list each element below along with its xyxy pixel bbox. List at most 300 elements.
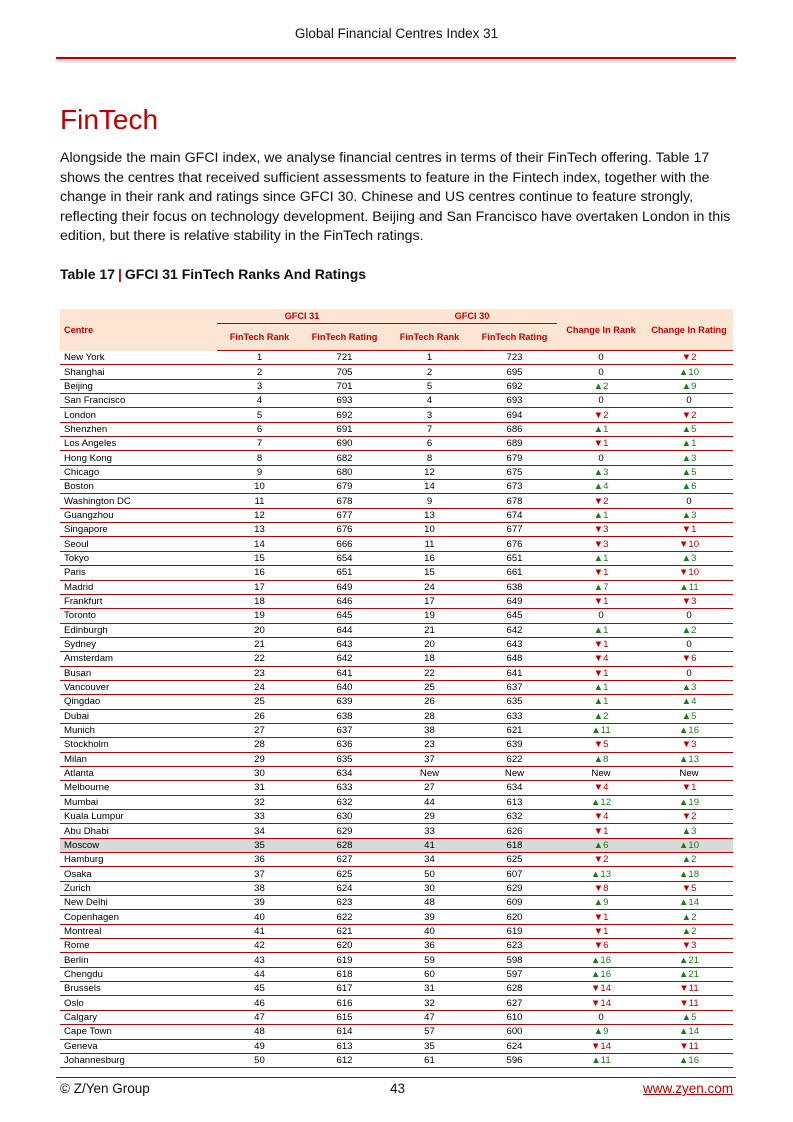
cell-rank31: 42 — [217, 939, 302, 953]
cell-change-rating: 0 — [645, 666, 733, 680]
cell-rating31: 691 — [302, 422, 387, 436]
table-row — [60, 623, 733, 637]
cell-change-rank: ▼3 — [557, 523, 645, 537]
cell-change-rank: ▼1 — [557, 566, 645, 580]
cell-change-rank: ▲11 — [557, 723, 645, 737]
cell-centre: Melbourne — [60, 781, 217, 795]
table-row — [60, 551, 733, 565]
cell-rank31: 10 — [217, 480, 302, 494]
cell-rank31: 12 — [217, 508, 302, 522]
cell-rank31: 19 — [217, 609, 302, 623]
cell-rank31: 50 — [217, 1053, 302, 1067]
table-row — [60, 967, 733, 981]
cell-change-rank: ▼4 — [557, 652, 645, 666]
cell-change-rating: ▼2 — [645, 408, 733, 422]
cell-rank31: 33 — [217, 810, 302, 824]
cell-rating30: 645 — [472, 609, 557, 623]
cell-rank30: 10 — [387, 523, 472, 537]
cell-rating31: 628 — [302, 838, 387, 852]
cell-rank31: 47 — [217, 1010, 302, 1024]
table-row — [60, 810, 733, 824]
cell-centre: Kuala Lumpur — [60, 810, 217, 824]
table-row — [60, 853, 733, 867]
cell-rank31: 8 — [217, 451, 302, 465]
cell-rating30: 673 — [472, 480, 557, 494]
table-row — [60, 609, 733, 623]
cell-rating30: 597 — [472, 967, 557, 981]
table-row — [60, 637, 733, 651]
cell-change-rank: ▲3 — [557, 465, 645, 479]
cell-rating31: 690 — [302, 437, 387, 451]
cell-rank30: 29 — [387, 810, 472, 824]
cell-rank30: 33 — [387, 824, 472, 838]
cell-rating30: 618 — [472, 838, 557, 852]
cell-rating31: 705 — [302, 365, 387, 379]
cell-rating30: 609 — [472, 896, 557, 910]
cell-rank30: 1 — [387, 351, 472, 365]
cell-rank30: 30 — [387, 881, 472, 895]
cell-rating31: 701 — [302, 379, 387, 393]
cell-change-rank: ▲13 — [557, 867, 645, 881]
cell-rank30: 59 — [387, 953, 472, 967]
cell-centre: Qingdao — [60, 695, 217, 709]
cell-rank31: 4 — [217, 394, 302, 408]
cell-rank31: 15 — [217, 551, 302, 565]
cell-change-rating: ▲9 — [645, 379, 733, 393]
cell-change-rank: 0 — [557, 609, 645, 623]
col-header-rating30: FinTech Rating — [472, 324, 557, 351]
cell-change-rank: ▲1 — [557, 695, 645, 709]
footer-link[interactable]: www.zyen.com — [642, 1081, 733, 1096]
cell-rank30: 38 — [387, 723, 472, 737]
cell-change-rank: ▲4 — [557, 480, 645, 494]
cell-rating31: 633 — [302, 781, 387, 795]
cell-rank30: 28 — [387, 709, 472, 723]
cell-rating30: 634 — [472, 781, 557, 795]
cell-centre: Dubai — [60, 709, 217, 723]
cell-centre: Copenhagen — [60, 910, 217, 924]
cell-rating31: 617 — [302, 982, 387, 996]
cell-rating31: 692 — [302, 408, 387, 422]
table-row — [60, 982, 733, 996]
cell-rating31: 643 — [302, 637, 387, 651]
cell-rating31: 635 — [302, 752, 387, 766]
cell-change-rating: New — [645, 766, 733, 780]
cell-rating31: 644 — [302, 623, 387, 637]
cell-rating31: 636 — [302, 738, 387, 752]
cell-rank30: 32 — [387, 996, 472, 1010]
cell-rank30: 35 — [387, 1039, 472, 1053]
cell-rating30: 633 — [472, 709, 557, 723]
cell-rank31: 1 — [217, 351, 302, 365]
intro-paragraph: Alongside the main GFCI index, we analyse financial centres in terms of their FinTech offering. Table 17 shows the centres that received sufficient assessments to feature in the Fintech index, together with the change in their rank and ratings since GFCI 30. Chinese and US centres continue to feature strongly, reflecting their focus on technology development. Beijing and San Francisco have overtaken London in this edition, but there is relative stability in the FinTech ratings. — [60, 150, 731, 245]
cell-rating30: 607 — [472, 867, 557, 881]
cell-rank31: 31 — [217, 781, 302, 795]
cell-change-rating: ▼10 — [645, 537, 733, 551]
cell-rank31: 24 — [217, 680, 302, 694]
cell-change-rank: ▼14 — [557, 982, 645, 996]
cell-change-rank: ▲12 — [557, 795, 645, 809]
table-row — [60, 394, 733, 408]
cell-change-rank: ▲2 — [557, 709, 645, 723]
cell-centre: Chicago — [60, 465, 217, 479]
table-row — [60, 566, 733, 580]
cell-rating30: 723 — [472, 351, 557, 365]
cell-rank31: 6 — [217, 422, 302, 436]
cell-rank30: 47 — [387, 1010, 472, 1024]
cell-rank31: 5 — [217, 408, 302, 422]
cell-rating30: 675 — [472, 465, 557, 479]
table-row — [60, 351, 733, 365]
cell-centre: Moscow — [60, 838, 217, 852]
cell-centre: Edinburgh — [60, 623, 217, 637]
cell-rank31: 27 — [217, 723, 302, 737]
cell-centre: Johannesburg — [60, 1053, 217, 1067]
table-row — [60, 996, 733, 1010]
cell-rating30: 610 — [472, 1010, 557, 1024]
cell-centre: Seoul — [60, 537, 217, 551]
cell-change-rating: ▼2 — [645, 810, 733, 824]
cell-rank30: 8 — [387, 451, 472, 465]
table-row — [60, 594, 733, 608]
cell-rating30: 651 — [472, 551, 557, 565]
cell-rating30: 600 — [472, 1025, 557, 1039]
cell-rank31: 39 — [217, 896, 302, 910]
cell-centre: Boston — [60, 480, 217, 494]
cell-change-rank: 0 — [557, 351, 645, 365]
cell-change-rating: ▲5 — [645, 709, 733, 723]
col-header-rating31: FinTech Rating — [302, 324, 387, 351]
cell-rank30: New — [387, 766, 472, 780]
cell-change-rating: ▲5 — [645, 1010, 733, 1024]
cell-change-rating: 0 — [645, 609, 733, 623]
cell-rating30: 676 — [472, 537, 557, 551]
cell-rating30: 632 — [472, 810, 557, 824]
cell-centre: Sydney — [60, 637, 217, 651]
cell-change-rank: ▼8 — [557, 881, 645, 895]
cell-rank30: 24 — [387, 580, 472, 594]
cell-change-rating: ▲4 — [645, 695, 733, 709]
cell-change-rank: ▼1 — [557, 666, 645, 680]
cell-centre: Busan — [60, 666, 217, 680]
cell-rank31: 28 — [217, 738, 302, 752]
cell-rating30: 635 — [472, 695, 557, 709]
cell-change-rank: ▲1 — [557, 623, 645, 637]
cell-rating31: 622 — [302, 910, 387, 924]
col-header-change-rating: Change In Rating — [645, 309, 733, 351]
cell-rank30: 34 — [387, 853, 472, 867]
fintech-table — [60, 309, 733, 1068]
cell-rating30: 621 — [472, 723, 557, 737]
cell-centre: Tokyo — [60, 551, 217, 565]
table-caption-separator: | — [118, 266, 122, 282]
table-row — [60, 422, 733, 436]
cell-rating30: 627 — [472, 996, 557, 1010]
table-row — [60, 1053, 733, 1067]
cell-rank30: 26 — [387, 695, 472, 709]
table-row — [60, 437, 733, 451]
table-row — [60, 881, 733, 895]
cell-rank30: 12 — [387, 465, 472, 479]
cell-rank30: 25 — [387, 680, 472, 694]
cell-rating31: 627 — [302, 853, 387, 867]
cell-change-rating: ▲3 — [645, 451, 733, 465]
cell-rank30: 40 — [387, 924, 472, 938]
cell-change-rating: ▲3 — [645, 680, 733, 694]
cell-change-rank: ▼5 — [557, 738, 645, 752]
cell-rating31: 666 — [302, 537, 387, 551]
table-row — [60, 695, 733, 709]
cell-rank30: 21 — [387, 623, 472, 637]
cell-change-rating: ▲1 — [645, 437, 733, 451]
table-row — [60, 480, 733, 494]
cell-rank31: 13 — [217, 523, 302, 537]
cell-rank31: 34 — [217, 824, 302, 838]
cell-rank30: 15 — [387, 566, 472, 580]
cell-centre: Madrid — [60, 580, 217, 594]
cell-rank30: 31 — [387, 982, 472, 996]
cell-change-rank: ▲6 — [557, 838, 645, 852]
page-number: 43 — [390, 1081, 406, 1096]
cell-rating30: 689 — [472, 437, 557, 451]
page-header: Global Financial Centres Index 31 — [294, 26, 499, 41]
cell-rating31: 621 — [302, 924, 387, 938]
table-row — [60, 494, 733, 508]
table-row — [60, 652, 733, 666]
table-row — [60, 1025, 733, 1039]
cell-centre: Zurich — [60, 881, 217, 895]
table-row — [60, 1010, 733, 1024]
cell-centre: Hong Kong — [60, 451, 217, 465]
cell-rank31: 40 — [217, 910, 302, 924]
cell-rank30: 17 — [387, 594, 472, 608]
cell-change-rating: 0 — [645, 394, 733, 408]
cell-change-rating: ▲3 — [645, 824, 733, 838]
cell-rating30: 677 — [472, 523, 557, 537]
cell-centre: Los Angeles — [60, 437, 217, 451]
cell-rank30: 22 — [387, 666, 472, 680]
cell-rank31: 17 — [217, 580, 302, 594]
cell-rating30: 642 — [472, 623, 557, 637]
table-caption — [60, 266, 366, 282]
cell-rank30: 7 — [387, 422, 472, 436]
cell-change-rating: ▲14 — [645, 1025, 733, 1039]
cell-rating31: 679 — [302, 480, 387, 494]
cell-centre: Oslo — [60, 996, 217, 1010]
cell-change-rank: ▼14 — [557, 1039, 645, 1053]
cell-change-rank: ▼6 — [557, 939, 645, 953]
cell-rank30: 18 — [387, 652, 472, 666]
cell-rank30: 11 — [387, 537, 472, 551]
cell-rank31: 25 — [217, 695, 302, 709]
cell-change-rank: New — [557, 766, 645, 780]
cell-centre: Osaka — [60, 867, 217, 881]
section-title: FinTech — [60, 104, 159, 135]
cell-rank30: 9 — [387, 494, 472, 508]
cell-change-rating: ▲6 — [645, 480, 733, 494]
cell-rank30: 23 — [387, 738, 472, 752]
cell-change-rating: ▼1 — [645, 781, 733, 795]
cell-change-rank: ▲1 — [557, 551, 645, 565]
cell-change-rank: ▲1 — [557, 422, 645, 436]
table-row — [60, 781, 733, 795]
cell-change-rank: ▼1 — [557, 637, 645, 651]
cell-rank30: 57 — [387, 1025, 472, 1039]
cell-rating31: 642 — [302, 652, 387, 666]
table-row — [60, 939, 733, 953]
table-row — [60, 580, 733, 594]
cell-rating31: 629 — [302, 824, 387, 838]
table-row — [60, 738, 733, 752]
cell-change-rating: ▼5 — [645, 881, 733, 895]
table-caption-title: GFCI 31 FinTech Ranks And Ratings — [124, 266, 367, 282]
cell-centre: Singapore — [60, 523, 217, 537]
cell-rank31: 43 — [217, 953, 302, 967]
cell-change-rank: ▼1 — [557, 910, 645, 924]
cell-centre: Chengdu — [60, 967, 217, 981]
cell-change-rank: ▼1 — [557, 594, 645, 608]
cell-centre: Munich — [60, 723, 217, 737]
cell-change-rating: ▼2 — [645, 351, 733, 365]
cell-rating30: 661 — [472, 566, 557, 580]
cell-rank30: 4 — [387, 394, 472, 408]
cell-change-rank: ▲11 — [557, 1053, 645, 1067]
cell-change-rank: ▼1 — [557, 924, 645, 938]
group-header-gfci31: GFCI 31 — [217, 309, 387, 324]
cell-change-rating: ▼1 — [645, 523, 733, 537]
cell-rank31: 11 — [217, 494, 302, 508]
cell-change-rating: ▼3 — [645, 594, 733, 608]
cell-rating31: 640 — [302, 680, 387, 694]
cell-rating31: 615 — [302, 1010, 387, 1024]
cell-rank31: 26 — [217, 709, 302, 723]
table-row — [60, 910, 733, 924]
cell-rating30: New — [472, 766, 557, 780]
cell-rating30: 622 — [472, 752, 557, 766]
footer-copyright: © Z/Yen Group — [60, 1081, 150, 1096]
cell-rating30: 613 — [472, 795, 557, 809]
cell-rank31: 2 — [217, 365, 302, 379]
cell-centre: Montreal — [60, 924, 217, 938]
cell-centre: Geneva — [60, 1039, 217, 1053]
cell-rank30: 60 — [387, 967, 472, 981]
col-header-centre: Centre — [60, 309, 217, 351]
cell-rank30: 19 — [387, 609, 472, 623]
cell-centre: London — [60, 408, 217, 422]
cell-rating31: 620 — [302, 939, 387, 953]
cell-rank31: 46 — [217, 996, 302, 1010]
cell-rating31: 613 — [302, 1039, 387, 1053]
cell-change-rank: ▼2 — [557, 408, 645, 422]
table-row — [60, 824, 733, 838]
cell-change-rating: ▼10 — [645, 566, 733, 580]
cell-rating31: 612 — [302, 1053, 387, 1067]
cell-centre: Shenzhen — [60, 422, 217, 436]
cell-rank31: 30 — [217, 766, 302, 780]
cell-rank31: 45 — [217, 982, 302, 996]
cell-rating30: 620 — [472, 910, 557, 924]
cell-centre: Toronto — [60, 609, 217, 623]
footer-divider — [56, 1077, 736, 1078]
cell-rating31: 677 — [302, 508, 387, 522]
table-row — [60, 795, 733, 809]
table-row — [60, 723, 733, 737]
cell-rating30: 598 — [472, 953, 557, 967]
cell-rating30: 629 — [472, 881, 557, 895]
cell-rank31: 9 — [217, 465, 302, 479]
cell-rating31: 618 — [302, 967, 387, 981]
cell-change-rating: ▲2 — [645, 853, 733, 867]
table-row — [60, 680, 733, 694]
cell-rank30: 41 — [387, 838, 472, 852]
cell-rating31: 625 — [302, 867, 387, 881]
cell-rating30: 626 — [472, 824, 557, 838]
cell-rating30: 678 — [472, 494, 557, 508]
group-header-gfci30: GFCI 30 — [387, 309, 557, 324]
cell-rank31: 18 — [217, 594, 302, 608]
cell-rating30: 643 — [472, 637, 557, 651]
cell-change-rank: ▲1 — [557, 680, 645, 694]
cell-change-rating: ▲16 — [645, 1053, 733, 1067]
cell-rating30: 628 — [472, 982, 557, 996]
cell-change-rating: 0 — [645, 494, 733, 508]
cell-change-rating: ▲2 — [645, 910, 733, 924]
cell-change-rank: 0 — [557, 1010, 645, 1024]
cell-rating30: 686 — [472, 422, 557, 436]
table-row — [60, 523, 733, 537]
cell-centre: Beijing — [60, 379, 217, 393]
cell-rating31: 651 — [302, 566, 387, 580]
cell-rank31: 48 — [217, 1025, 302, 1039]
cell-rank30: 61 — [387, 1053, 472, 1067]
cell-centre: Amsterdam — [60, 652, 217, 666]
cell-change-rating: ▲3 — [645, 508, 733, 522]
cell-change-rating: ▲2 — [645, 924, 733, 938]
cell-change-rating: ▲21 — [645, 953, 733, 967]
cell-rating31: 680 — [302, 465, 387, 479]
cell-rating31: 632 — [302, 795, 387, 809]
cell-rank31: 23 — [217, 666, 302, 680]
cell-change-rating: ▲13 — [645, 752, 733, 766]
table-caption-prefix: Table 17 — [60, 266, 115, 282]
col-header-rank31: FinTech Rank — [217, 324, 302, 351]
cell-centre: Frankfurt — [60, 594, 217, 608]
cell-centre: Mumbai — [60, 795, 217, 809]
cell-centre: Calgary — [60, 1010, 217, 1024]
table-row — [60, 838, 733, 852]
cell-rank31: 3 — [217, 379, 302, 393]
cell-rating30: 695 — [472, 365, 557, 379]
cell-rating30: 625 — [472, 853, 557, 867]
cell-change-rank: ▼1 — [557, 824, 645, 838]
cell-change-rating: ▼11 — [645, 982, 733, 996]
cell-change-rank: 0 — [557, 451, 645, 465]
table-row — [60, 379, 733, 393]
cell-change-rank: ▼2 — [557, 853, 645, 867]
cell-change-rating: ▲19 — [645, 795, 733, 809]
cell-centre: San Francisco — [60, 394, 217, 408]
cell-rating31: 693 — [302, 394, 387, 408]
cell-rating31: 678 — [302, 494, 387, 508]
cell-change-rating: ▲11 — [645, 580, 733, 594]
table-row — [60, 896, 733, 910]
cell-centre: Paris — [60, 566, 217, 580]
cell-change-rank: ▲7 — [557, 580, 645, 594]
cell-centre: Shanghai — [60, 365, 217, 379]
cell-rating31: 619 — [302, 953, 387, 967]
cell-rank31: 49 — [217, 1039, 302, 1053]
cell-rank31: 29 — [217, 752, 302, 766]
